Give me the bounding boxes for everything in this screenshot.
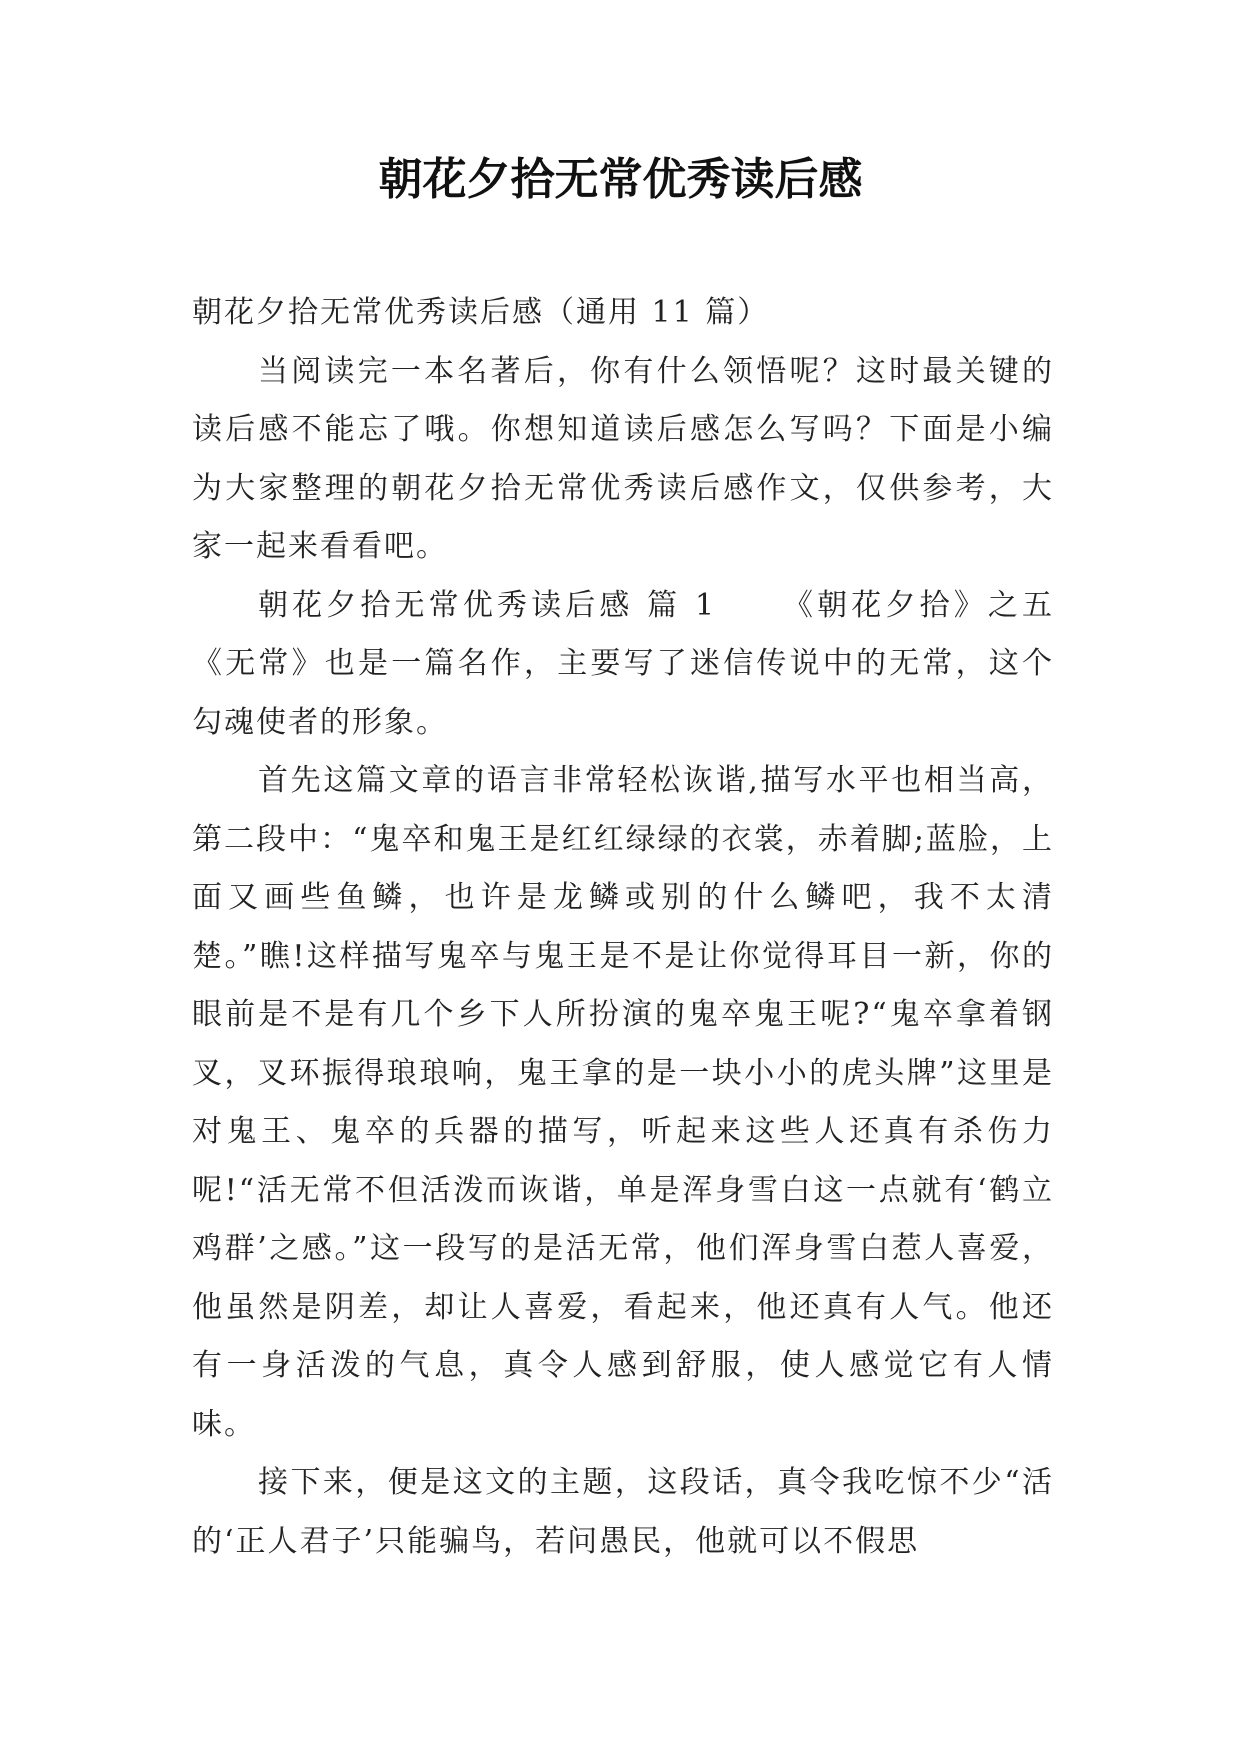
body-paragraph: 首先这篇文章的语言非常轻松诙谐,描写水平也相当高，第二段中：“鬼卒和鬼王是红红绿绿的衣裳，赤着脚;蓝脸，上面又画些鱼鳞，也许是龙鳞或别的什么鳞吧，我不太清楚。”瞧!这样描写鬼卒与鬼王是不是让你觉得耳目一新，你的眼前是不是有几个乡下人所扮演的鬼卒鬼王呢?“鬼卒拿着钢叉，叉环振得琅琅响，鬼王拿的是一块小小的虎头牌”这里是对鬼王、鬼卒的兵器的描写，听起来这些人还真有杀伤力呢!“活无常不但活泼而诙谐，单是浑身雪白这一点就有‘鹤立鸡群’之感。”这一段写的是活无常，他们浑身雪白惹人喜爱，他虽然是阴差，却让人喜爱，看起来，他还真有人气。他还有一身活泼的气息，真令人感到舒服，使人感觉它有人情味。 <box>192 763 1054 1442</box>
intro-paragraph: 当阅读完一本名著后，你有什么领悟呢？这时最关键的读后感不能忘了哦。你想知道读后感怎么写吗？下面是小编为大家整理的朝花夕拾无常优秀读后感作文，仅供参考，大家一起来看看吧。 <box>192 353 1054 564</box>
body-paragraph: 接下来，便是这文的主题，这段话，真令我吃惊不少“活的‘正人君子’只能骗鸟，若问愚民，他就可以不假思 <box>192 1465 1054 1559</box>
document-body <box>192 284 1054 1571</box>
subtitle-paragraph: 朝花夕拾无常优秀读后感（通用 11 篇） <box>192 295 770 330</box>
section-1-paragraph: 朝花夕拾无常优秀读后感 篇 1 《朝花夕拾》之五《无常》也是一篇名作，主要写了迷信传说中的无常，这个勾魂使者的形象。 <box>192 587 1054 740</box>
document-title: 朝花夕拾无常优秀读后感 <box>378 154 863 205</box>
